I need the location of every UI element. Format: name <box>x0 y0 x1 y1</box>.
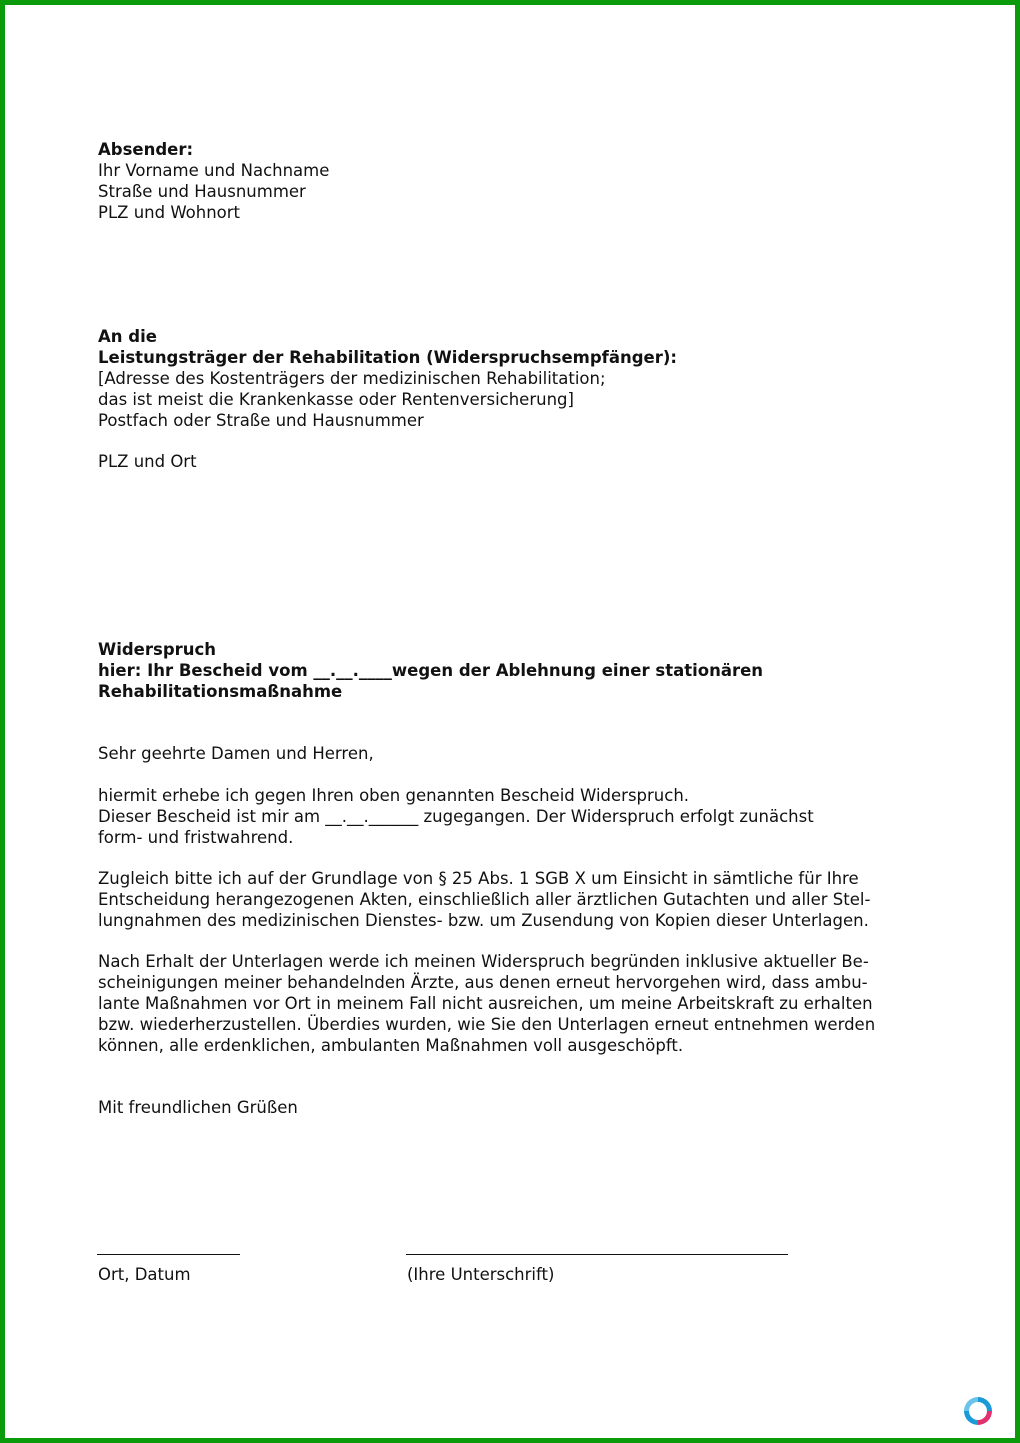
recipient-line-2: Leistungsträger der Rehabilitation (Widerspruchsempfänger): <box>98 348 677 367</box>
paragraph-line: können, alle erdenklichen, ambulanten Maßnahmen voll ausgeschöpft. <box>98 1036 684 1055</box>
subject-line-3: Rehabilitationsmaßnahme <box>98 682 343 701</box>
paragraph-line: Nach Erhalt der Unterlagen werde ich meinen Widerspruch begründen inklusive aktueller Be- <box>98 952 869 971</box>
paragraph-line: hiermit erhebe ich gegen Ihren oben genannten Bescheid Widerspruch. <box>98 786 690 805</box>
paragraph-line: form- und fristwahrend. <box>98 828 294 847</box>
signature-line <box>406 1254 788 1255</box>
signature-label: (Ihre Unterschrift) <box>407 1265 555 1284</box>
sender-city: PLZ und Wohnort <box>98 203 241 222</box>
place-date-line <box>97 1254 240 1255</box>
recipient-line-1: An die <box>98 327 157 346</box>
subject-line-1: Widerspruch <box>98 640 217 659</box>
recipient-line-5: Postfach oder Straße und Hausnummer <box>98 411 424 430</box>
subject-line-2: hier: Ihr Bescheid vom __.__.____wegen der Ablehnung einer stationären <box>98 661 764 680</box>
recipient-line-6: PLZ und Ort <box>98 452 197 471</box>
salutation: Sehr geehrte Damen und Herren, <box>98 744 374 763</box>
circular-arrows-icon <box>961 1394 995 1428</box>
sender-street: Straße und Hausnummer <box>98 182 306 201</box>
closing: Mit freundlichen Grüßen <box>98 1098 298 1117</box>
paragraph-line: bzw. wiederherzustellen. Überdies wurden, wie Sie den Unterlagen erneut entnehmen werden <box>98 1015 876 1034</box>
paragraph-line: Dieser Bescheid ist mir am __.__.______ zugegangen. Der Widerspruch erfolgt zunächst <box>98 807 814 826</box>
paragraph-line: Entscheidung herangezogenen Akten, einschließlich aller ärztlichen Gutachten und aller Stel- <box>98 890 871 909</box>
paragraph-line: lungnahmen des medizinischen Dienstes- bzw. um Zusendung von Kopien dieser Unterlagen. <box>98 911 869 930</box>
paragraph-line: lante Maßnahmen vor Ort in meinem Fall nicht ausreichen, um meine Arbeitskraft zu erhalten <box>98 994 873 1013</box>
recipient-line-4: das ist meist die Krankenkasse oder Rentenversicherung] <box>98 390 574 409</box>
recipient-line-3: [Adresse des Kostenträgers der medizinischen Rehabilitation; <box>98 369 606 388</box>
paragraph-line: Zugleich bitte ich auf der Grundlage von § 25 Abs. 1 SGB X um Einsicht in sämtliche für Ihre <box>98 869 859 888</box>
place-date-label: Ort, Datum <box>98 1265 191 1284</box>
sender-heading: Absender: <box>98 140 194 159</box>
paragraph-line: scheinigungen meiner behandelnden Ärzte, aus denen erneut hervorgehen wird, dass ambu- <box>98 973 868 992</box>
sender-name: Ihr Vorname und Nachname <box>98 161 330 180</box>
